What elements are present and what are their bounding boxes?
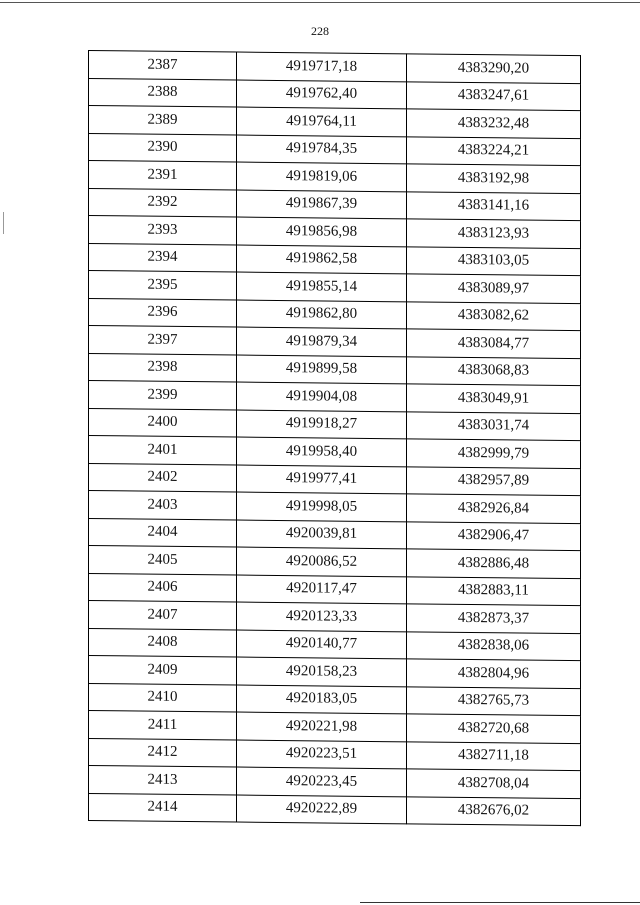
y-coordinate-cell: 4382906,47 — [407, 521, 581, 550]
point-number-cell: 2393 — [89, 216, 237, 245]
coordinates-table — [88, 50, 581, 826]
x-coordinate-cell: 4919904,08 — [237, 382, 407, 411]
coordinates-table-body — [89, 51, 581, 826]
point-number-cell: 2411 — [89, 711, 237, 740]
point-number-cell: 2406 — [89, 573, 237, 602]
point-number-cell: 2409 — [89, 656, 237, 685]
y-coordinate-cell: 4382720,68 — [407, 714, 581, 743]
y-coordinate-cell: 4383068,83 — [407, 356, 581, 385]
y-coordinate-cell: 4383103,05 — [407, 246, 581, 275]
point-number-cell: 2402 — [89, 463, 237, 492]
x-coordinate-cell: 4919717,18 — [237, 52, 407, 81]
bottom-border-line — [360, 902, 640, 903]
page-number: 228 — [311, 24, 329, 38]
top-border-line — [0, 2, 640, 3]
y-coordinate-cell: 4383224,21 — [407, 136, 581, 165]
point-number-cell: 2398 — [89, 353, 237, 382]
point-number-cell: 2396 — [89, 298, 237, 327]
y-coordinate-cell: 4382886,48 — [407, 549, 581, 578]
x-coordinate-cell: 4920039,81 — [237, 520, 407, 549]
point-number-cell: 2410 — [89, 683, 237, 712]
y-coordinate-cell: 4382926,84 — [407, 494, 581, 523]
y-coordinate-cell: 4383232,48 — [407, 109, 581, 138]
y-coordinate-cell: 4383247,61 — [407, 81, 581, 110]
x-coordinate-cell: 4920223,51 — [237, 740, 407, 769]
y-coordinate-cell: 4383192,98 — [407, 164, 581, 193]
y-coordinate-cell: 4383141,16 — [407, 191, 581, 220]
y-coordinate-cell: 4382711,18 — [407, 741, 581, 770]
table-row — [89, 793, 581, 826]
point-number-cell: 2392 — [89, 188, 237, 217]
x-coordinate-cell: 4919899,58 — [237, 355, 407, 384]
point-number-cell: 2399 — [89, 381, 237, 410]
x-coordinate-cell: 4919764,11 — [237, 107, 407, 136]
y-coordinate-cell: 4382676,02 — [407, 796, 581, 825]
y-coordinate-cell: 4382708,04 — [407, 769, 581, 798]
x-coordinate-cell: 4920223,45 — [237, 767, 407, 796]
y-coordinate-cell: 4382873,37 — [407, 604, 581, 633]
x-coordinate-cell: 4920117,47 — [237, 575, 407, 604]
y-coordinate-cell: 4383082,62 — [407, 301, 581, 330]
y-coordinate-cell: 4383089,97 — [407, 274, 581, 303]
y-coordinate-cell: 4383084,77 — [407, 329, 581, 358]
x-coordinate-cell: 4919998,05 — [237, 492, 407, 521]
point-number-cell: 2412 — [89, 738, 237, 767]
x-coordinate-cell: 4919958,40 — [237, 437, 407, 466]
y-coordinate-cell: 4383031,74 — [407, 411, 581, 440]
y-coordinate-cell: 4383290,20 — [407, 54, 581, 83]
point-number-cell: 2414 — [89, 793, 237, 822]
y-coordinate-cell: 4382957,89 — [407, 466, 581, 495]
y-coordinate-cell: 4382999,79 — [407, 439, 581, 468]
y-coordinate-cell: 4382883,11 — [407, 576, 581, 605]
x-coordinate-cell: 4920222,89 — [237, 795, 407, 824]
x-coordinate-cell: 4920221,98 — [237, 712, 407, 741]
point-number-cell: 2387 — [89, 51, 237, 80]
y-coordinate-cell: 4383049,91 — [407, 384, 581, 413]
x-coordinate-cell: 4919762,40 — [237, 80, 407, 109]
point-number-cell: 2401 — [89, 436, 237, 465]
y-coordinate-cell: 4382804,96 — [407, 659, 581, 688]
point-number-cell: 2404 — [89, 518, 237, 547]
x-coordinate-cell: 4920140,77 — [237, 630, 407, 659]
y-coordinate-cell: 4382765,73 — [407, 686, 581, 715]
x-coordinate-cell: 4920086,52 — [237, 547, 407, 576]
point-number-cell: 2408 — [89, 628, 237, 657]
x-coordinate-cell: 4919819,06 — [237, 162, 407, 191]
scan-margin-mark — [3, 212, 4, 234]
point-number-cell: 2403 — [89, 491, 237, 520]
x-coordinate-cell: 4919855,14 — [237, 272, 407, 301]
point-number-cell: 2413 — [89, 766, 237, 795]
y-coordinate-cell: 4382838,06 — [407, 631, 581, 660]
x-coordinate-cell: 4919867,39 — [237, 190, 407, 219]
point-number-cell: 2391 — [89, 161, 237, 190]
point-number-cell: 2405 — [89, 546, 237, 575]
x-coordinate-cell: 4919784,35 — [237, 135, 407, 164]
point-number-cell: 2400 — [89, 408, 237, 437]
x-coordinate-cell: 4919862,80 — [237, 300, 407, 329]
x-coordinate-cell: 4920183,05 — [237, 685, 407, 714]
x-coordinate-cell: 4919977,41 — [237, 465, 407, 494]
point-number-cell: 2388 — [89, 78, 237, 107]
point-number-cell: 2390 — [89, 133, 237, 162]
x-coordinate-cell: 4920123,33 — [237, 602, 407, 631]
point-number-cell: 2394 — [89, 243, 237, 272]
x-coordinate-cell: 4920158,23 — [237, 657, 407, 686]
x-coordinate-cell: 4919856,98 — [237, 217, 407, 246]
point-number-cell: 2407 — [89, 601, 237, 630]
x-coordinate-cell: 4919879,34 — [237, 327, 407, 356]
point-number-cell: 2389 — [89, 106, 237, 135]
x-coordinate-cell: 4919918,27 — [237, 410, 407, 439]
point-number-cell: 2397 — [89, 326, 237, 355]
point-number-cell: 2395 — [89, 271, 237, 300]
x-coordinate-cell: 4919862,58 — [237, 245, 407, 274]
y-coordinate-cell: 4383123,93 — [407, 219, 581, 248]
